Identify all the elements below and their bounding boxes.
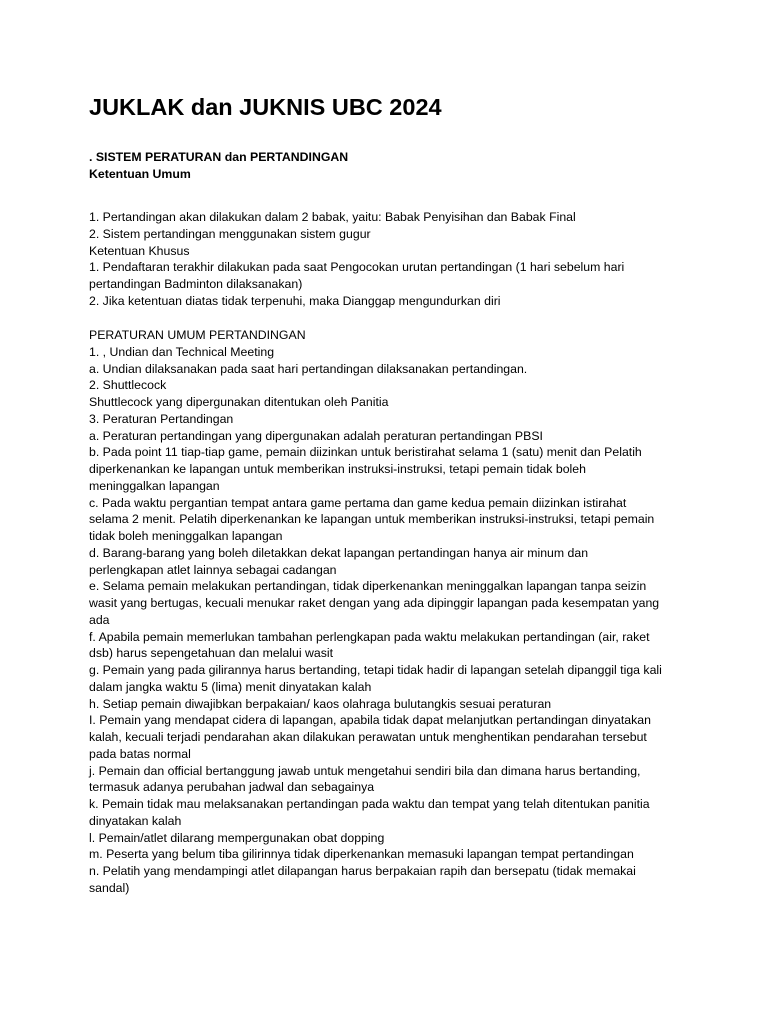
peraturan-umum-list bbox=[89, 327, 689, 897]
text-line: dinyatakan kalah bbox=[89, 813, 182, 828]
text-line: dalam jangka waktu 5 (lima) menit dinyatakan kalah bbox=[89, 679, 372, 694]
text-line: kalah, kecuali terjadi pendarahan akan dilakukan perawatan untuk menghentikan pendarahan tersebut bbox=[89, 730, 647, 744]
text-line: sandal) bbox=[89, 880, 130, 895]
text-line: termasuk adanya perubahan jadwal dan sebagainya bbox=[89, 780, 375, 795]
text-line: m. Peserta yang belum tiba gilirinnya tidak diperkenankan memasuki lapangan tempat pertandingan bbox=[89, 847, 634, 862]
text-line: g. Pemain yang pada gilirannya harus bertanding, tetapi tidak hadir di lapangan setelah dipanggil tiga kali bbox=[89, 663, 662, 677]
text-line: f. Apabila pemain memerlukan tambahan perlengkapan pada waktu melakukan pertandingan (air, raket bbox=[89, 629, 650, 644]
text-line: 1. Pertandingan akan dilakukan dalam 2 babak, yaitu: Babak Penyisihan dan Babak Final bbox=[89, 210, 576, 224]
text-line: j. Pemain dan official bertanggung jawab untuk mengetahui sendiri bila dan dimana harus bertanding, bbox=[89, 763, 641, 778]
text-line: l. Pemain/atlet dilarang mempergunakan obat dopping bbox=[89, 830, 385, 845]
text-line: diperkenankan ke lapangan untuk memberikan instruksi-instruksi, tetapi pemain tidak boleh bbox=[89, 462, 586, 476]
text-line: 2. Sistem pertandingan menggunakan sistem gugur bbox=[89, 226, 371, 241]
text-line: n. Pelatih yang mendampingi atlet dilapangan harus berpakaian rapih dan bersepatu (tidak memakai bbox=[89, 864, 636, 878]
text-line: meninggalkan lapangan bbox=[89, 478, 220, 493]
text-line: Ketentuan Khusus bbox=[89, 243, 190, 258]
text-line: selama 2 menit. Pelatih diperkenankan ke lapangan untuk memberikan instruksi-instruksi, tetapi pemain bbox=[89, 512, 655, 527]
text-line: pada batas normal bbox=[89, 746, 191, 761]
section-heading bbox=[89, 149, 689, 183]
text-line: 3. Peraturan Pertandingan bbox=[89, 411, 234, 426]
text-line: 2. Jika ketentuan diatas tidak terpenuhi, maka Dianggap mengundurkan diri bbox=[89, 293, 501, 308]
section-heading-subtitle: Ketentuan Umum bbox=[89, 166, 191, 181]
text-line: ada bbox=[89, 612, 110, 627]
text-line: I. Pemain yang mendapat cidera di lapangan, apabila tidak dapat melanjutkan pertandingan dinyatakan bbox=[89, 713, 651, 728]
text-line: a. Peraturan pertandingan yang dipergunakan adalah peraturan pertandingan PBSI bbox=[89, 428, 543, 443]
text-line: c. Pada waktu pergantian tempat antara game pertama dan game kedua pemain diizinkan istirahat bbox=[89, 495, 627, 510]
text-line: pertandingan Badminton dilaksanakan) bbox=[89, 277, 303, 291]
text-line: 2. Shuttlecock bbox=[89, 378, 167, 393]
text-line: h. Setiap pemain diwajibkan berpakaian/ kaos olahraga bulutangkis sesuai peraturan bbox=[89, 696, 552, 711]
text-line: dsb) harus sepengetahuan dan melalui wasit bbox=[89, 646, 334, 661]
text-line: 1. Pendaftaran terakhir dilakukan pada saat Pengocokan urutan pertandingan (1 hari sebelum hari bbox=[89, 260, 625, 275]
text-line: Shuttlecock yang dipergunakan ditentukan oleh Panitia bbox=[89, 395, 389, 409]
section-heading-title: . SISTEM PERATURAN dan PERTANDINGAN bbox=[89, 150, 349, 164]
text-line: a. Undian dilaksanakan pada saat hari pertandingan dilaksanakan pertandingan. bbox=[89, 361, 528, 376]
text-line: PERATURAN UMUM PERTANDINGAN bbox=[89, 328, 306, 342]
text-line: wasit yang bertugas, kecuali menukar raket dengan yang ada dipinggir lapangan pada kesempatan yang bbox=[89, 596, 660, 610]
text-line: b. Pada point 11 tiap-tiap game, pemain diizinkan untuk beristirahat selama 1 (satu) menit dan Pelatih bbox=[89, 445, 642, 460]
text-line: tidak boleh meninggalkan lapangan bbox=[89, 529, 283, 543]
text-line: 1. , Undian dan Technical Meeting bbox=[89, 344, 275, 359]
text-line: d. Barang-barang yang boleh diletakkan dekat lapangan pertandingan hanya air minum dan bbox=[89, 545, 589, 560]
ketentuan-umum-list bbox=[89, 209, 689, 310]
document-title: JUKLAK dan JUKNIS UBC 2024 bbox=[89, 94, 442, 120]
text-line: e. Selama pemain melakukan pertandingan, tidak diperkenankan meninggalkan lapangan tanpa seizin bbox=[89, 579, 647, 594]
text-line: perlengkapan atlet lainnya sebagai cadangan bbox=[89, 562, 337, 577]
text-line: k. Pemain tidak mau melaksanakan pertandingan pada waktu dan tempat yang telah ditentukan panitia bbox=[89, 797, 650, 811]
